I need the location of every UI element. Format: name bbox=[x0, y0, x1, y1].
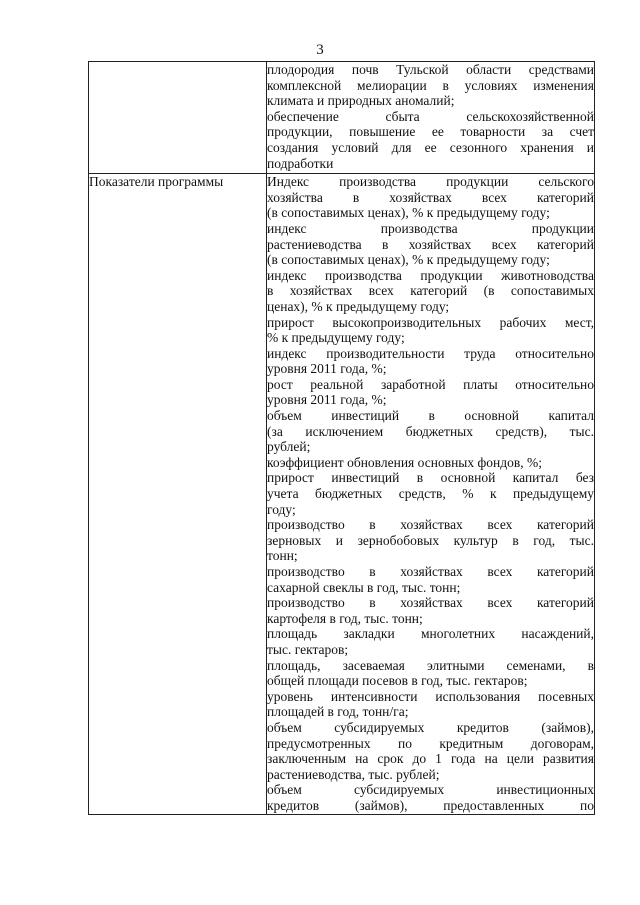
text-line: индекс производства продукции животноводства bbox=[267, 267, 594, 283]
row-label-cell: Показатели программы bbox=[89, 174, 267, 814]
text-line: заключенным на срок до 1 года на цели развития bbox=[267, 751, 594, 767]
text-line: растениеводства, тыс. рублей; bbox=[267, 766, 440, 782]
text-line: объем инвестиций в основной капитал bbox=[267, 408, 594, 424]
text-line: сахарной свеклы в год, тыс. тонн; bbox=[267, 579, 461, 595]
text-line: комплексной мелиорации в условиях изменения bbox=[267, 77, 594, 93]
text-line: производство в хозяйствах всех категорий bbox=[267, 564, 594, 579]
text-line: коэффициент обновления основных фондов, %; bbox=[267, 454, 542, 470]
text-line: обеспечение сбыта сельскохозяйственной bbox=[267, 108, 594, 124]
text-line: хозяйства в хозяйствах всех категорий bbox=[267, 189, 594, 205]
text-line: общей площади посевов в год, тыс. гектаров; bbox=[267, 673, 528, 689]
row-label-cell bbox=[89, 62, 267, 174]
text-line: индекс производства продукции bbox=[267, 220, 594, 236]
text-line: тыс. гектаров; bbox=[267, 641, 349, 657]
text-line: картофеля в год, тыс. тонн; bbox=[267, 610, 423, 626]
text-line: плодородия почв Тульской области средствами bbox=[267, 62, 594, 77]
text-line: создания условий для ее сезонного хранения и bbox=[267, 139, 594, 155]
text-line: площадь закладки многолетних насаждений, bbox=[267, 626, 594, 642]
text-line: году; bbox=[267, 501, 296, 517]
table-row bbox=[89, 174, 595, 814]
text-line: Индекс производства продукции сельского bbox=[267, 174, 594, 190]
text-line: площадей в год, тонн/га; bbox=[267, 704, 409, 720]
text-line: рост реальной заработной платы относительно bbox=[267, 376, 594, 392]
text-line: подработки bbox=[267, 155, 334, 171]
text-line: зерновых и зернобобовых культур в год, тыс. bbox=[267, 532, 594, 548]
text-line: уровень интенсивности использования посевных bbox=[267, 688, 594, 704]
text-line: рублей; bbox=[267, 439, 311, 455]
text-line: прирост инвестиций в основной капитал без bbox=[267, 470, 594, 486]
text-line: тонн; bbox=[267, 548, 298, 564]
text-line: площадь, засеваемая элитными семенами, в bbox=[267, 657, 594, 673]
row-text-cell bbox=[267, 174, 595, 814]
text-line: уровня 2011 года, %; bbox=[267, 361, 387, 377]
text-line: прирост высокопроизводительных рабочих мест, bbox=[267, 314, 594, 330]
text-line: учета бюджетных средств, % к предыдущему bbox=[267, 486, 594, 502]
text-line: в хозяйствах всех категорий (в сопоставимых bbox=[267, 283, 594, 299]
text-line: продукции, повышение ее товарности за счет bbox=[267, 124, 594, 140]
text-line: ценах), % к предыдущему году; bbox=[267, 298, 450, 314]
text-line: объем субсидируемых инвестиционных bbox=[267, 782, 594, 798]
text-line: (в сопоставимых ценах), % к предыдущему году; bbox=[267, 252, 550, 268]
text-line: индекс производительности труда относительно bbox=[267, 345, 594, 361]
text-line: производство в хозяйствах всех категорий bbox=[267, 595, 594, 611]
text-line: уровня 2011 года, %; bbox=[267, 392, 387, 408]
text-line: климата и природных аномалий; bbox=[267, 93, 455, 109]
text-line: (в сопоставимых ценах), % к предыдущему году; bbox=[267, 205, 550, 221]
row-text-cell bbox=[267, 62, 595, 174]
text-line: объем субсидируемых кредитов (займов), bbox=[267, 719, 594, 735]
text-line: предусмотренных по кредитным договорам, bbox=[267, 735, 594, 751]
text-line: (за исключением бюджетных средств), тыс. bbox=[267, 423, 594, 439]
text-line: кредитов (займов), предоставленных по bbox=[267, 797, 594, 813]
table-row bbox=[89, 62, 595, 174]
program-passport-table bbox=[88, 61, 595, 815]
text-line: растениеводства в хозяйствах всех категорий bbox=[267, 236, 594, 252]
page-number: 3 bbox=[316, 42, 324, 58]
text-line: производство в хозяйствах всех категорий bbox=[267, 517, 594, 533]
text-line: % к предыдущему году; bbox=[267, 330, 405, 346]
